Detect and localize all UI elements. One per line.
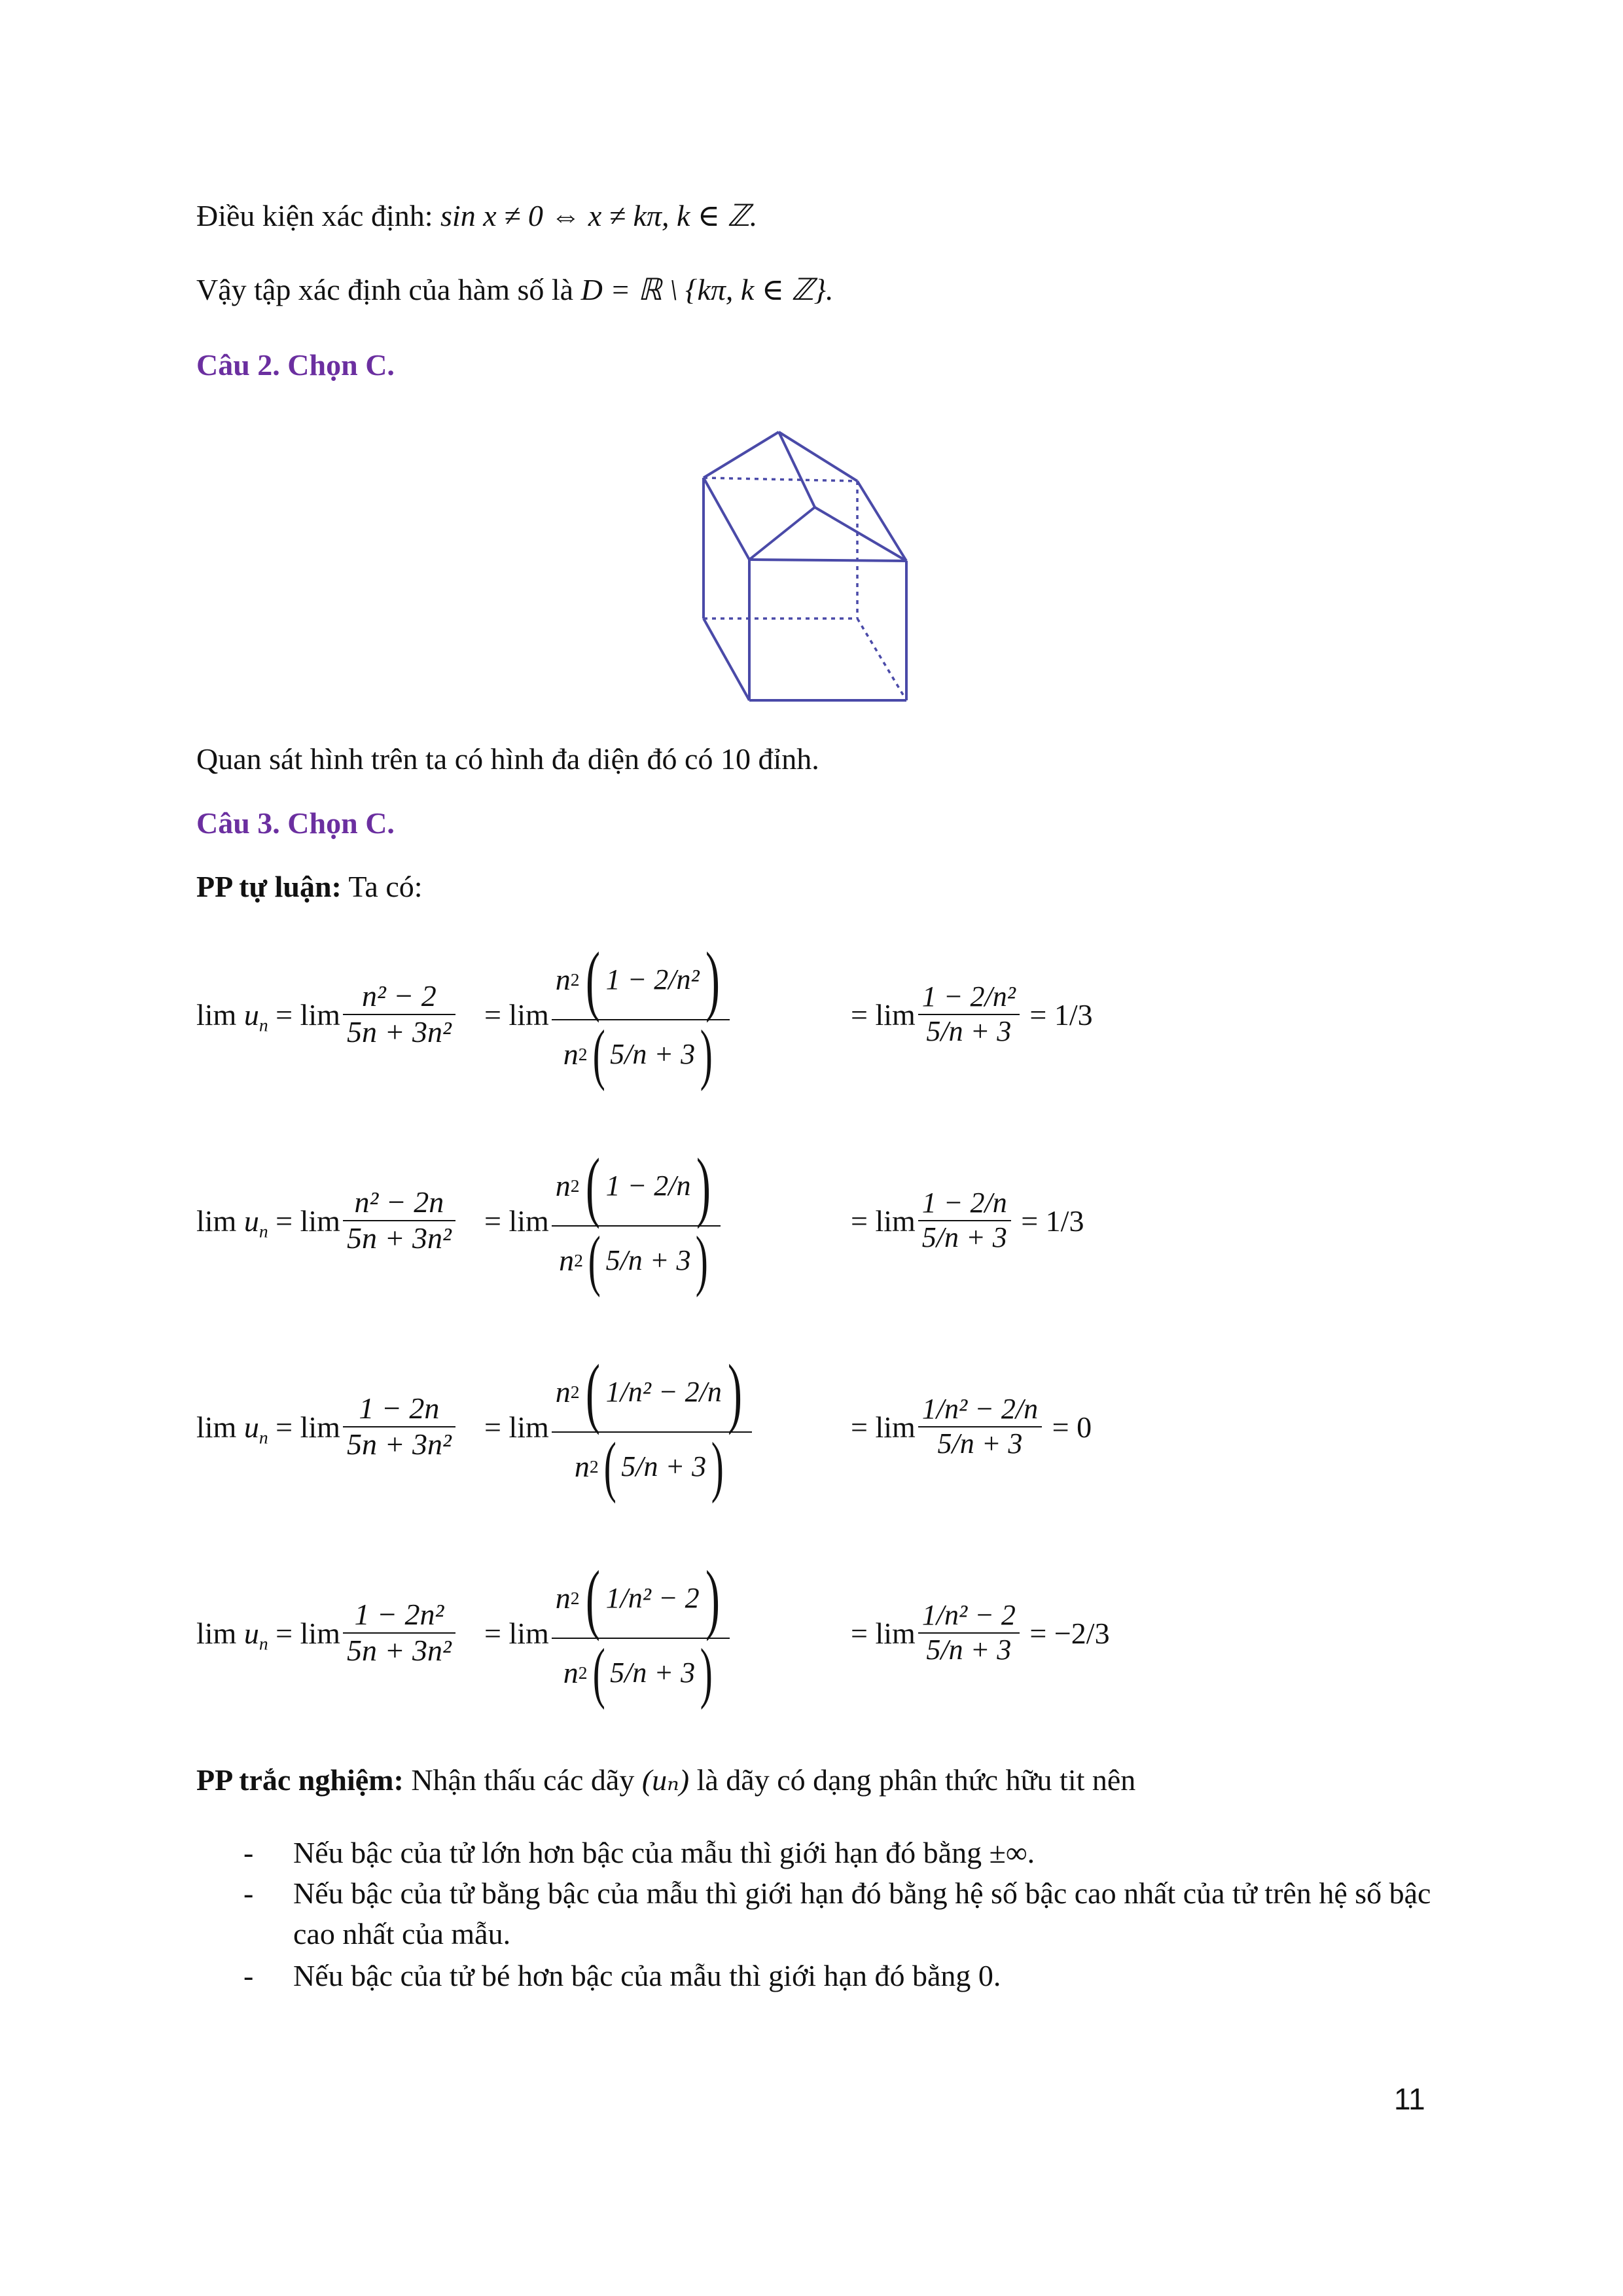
polyhedron-figure — [681, 419, 929, 707]
lim-label: lim — [196, 1410, 237, 1444]
denominator: 5n + 3n² — [346, 1015, 452, 1049]
fraction-simplified — [918, 1187, 1011, 1254]
bullet-marker: - — [243, 1836, 254, 1869]
limit-result: 0 — [1077, 1410, 1092, 1444]
denominator: 5n + 3n² — [346, 1634, 452, 1667]
lim-label: lim — [875, 1204, 916, 1238]
simplified-numerator: 1/n² − 2/n — [921, 1393, 1039, 1426]
fraction-original — [343, 1598, 455, 1668]
mc-method-text-a: Nhận thấu các dãy — [411, 1763, 635, 1797]
factored-numerator: 1 − 2/n² — [605, 963, 700, 996]
lim-label: lim — [300, 1410, 340, 1444]
edge — [704, 619, 749, 700]
simplified-denominator: 5/n + 3 — [937, 1427, 1023, 1460]
lim-label: lim — [875, 1410, 916, 1444]
condition-math: sin x ≠ 0 ⇔ x ≠ kπ, k ∈ ℤ. — [440, 199, 758, 232]
lim-label: lim — [196, 1616, 237, 1650]
numerator: n² − 2n — [354, 1185, 444, 1219]
denominator: 5n + 3n² — [346, 1221, 452, 1255]
bullet-item-1: Nếu bậc của tử lớn hơn bậc của mẫu thì giới hạn đó bằng ±∞. — [293, 1836, 1035, 1869]
fraction-factored: n 2 ( 1 − 2/n² ) n 2 ( 5/n + 3 ) — [552, 941, 730, 1088]
fraction-factored: n 2 ( 1/n² − 2/n ) n 2 ( 5/n + 3 ) — [552, 1353, 752, 1501]
limit-formula-row: lim $u_n$ = lim $\frac{\text{n² − 2n}}{\text{5n + 3n²}}$ = lim n 2 ( 1 − 2/n ) n 2 ( 5/n + 3 ) = lim $\frac{1 - 2/n}{5/n + 3}$ = 1/3 — [196, 1142, 1084, 1298]
limit-result: 1/3 — [1054, 997, 1093, 1031]
simplified-numerator: 1 − 2/n — [921, 1187, 1007, 1219]
hidden-edge — [704, 478, 857, 481]
bullet-item-2: Nếu bậc của tử bằng bậc của mẫu thì giới hạn đó bằng hệ số bậc cao nhất của tử trên hệ số bậc cao nhất của mẫu. — [293, 1876, 1431, 1950]
edge — [857, 481, 906, 561]
domain-label: Vậy tập xác định của hàm số là — [196, 273, 574, 306]
limit-formula-row: lim $u_n$ = lim $\frac{\text{n² − 2}}{\text{5n + 3n²}}$ = lim n 2 ( 1 − 2/n² ) n 2 ( 5/n + 3 ) = lim $\frac{\text{1 − 2/n²}}{5/n + 3}$ = 1/3 — [196, 936, 1093, 1092]
bullet-marker: - — [243, 1876, 254, 1910]
fraction-factored: n 2 ( 1 − 2/n ) n 2 ( 5/n + 3 ) — [552, 1147, 721, 1295]
factored-denominator: 5/n + 3 — [610, 1037, 696, 1070]
fraction-original — [343, 1391, 455, 1462]
domain-condition-line — [196, 196, 757, 236]
fraction-simplified — [918, 980, 1020, 1048]
lim-label: lim — [508, 1410, 549, 1444]
lim-label: lim — [875, 1616, 916, 1650]
limit-result: −2/3 — [1054, 1616, 1110, 1650]
fraction-factored: n 2 ( 1/n² − 2 ) n 2 ( 5/n + 3 ) — [552, 1559, 730, 1707]
limit-result: 1/3 — [1045, 1204, 1084, 1238]
numerator: n² − 2 — [361, 979, 437, 1013]
bullet-item-3: Nếu bậc của tử bé hơn bậc của mẫu thì giới hạn đó bằng 0. — [293, 1959, 1001, 1992]
edge — [704, 478, 749, 560]
factored-denominator: 5/n + 3 — [621, 1450, 707, 1482]
edge — [815, 507, 906, 561]
factored-numerator: 1 − 2/n — [605, 1169, 691, 1202]
simplified-denominator: 5/n + 3 — [926, 1634, 1012, 1666]
simplified-denominator: 5/n + 3 — [921, 1221, 1007, 1253]
mc-method-label: PP trắc nghiệm: — [196, 1763, 404, 1797]
factored-numerator: 1/n² − 2 — [605, 1581, 700, 1614]
edge — [749, 560, 906, 561]
lim-label: lim — [196, 997, 237, 1031]
simplified-denominator: 5/n + 3 — [926, 1015, 1012, 1047]
numerator: 1 − 2n — [359, 1391, 440, 1426]
lim-label: lim — [508, 1616, 549, 1650]
mc-method-line — [196, 1761, 1135, 1800]
simplified-numerator: 1/n² − 2 — [921, 1599, 1016, 1632]
limit-formula-row: lim $u_n$ = lim $\frac{1 - 2n}{\text{5n + 3n²}}$ = lim n 2 ( 1/n² − 2/n ) n 2 ( 5/n + 3 ) = lim $\frac{\text{1/n² − 2/n}}{5/n + 3}$ = 0 — [196, 1348, 1092, 1504]
observation-line: Quan sát hình trên ta có hình đa diện đó có 10 đỉnh. — [196, 742, 819, 776]
edge — [749, 507, 815, 560]
question-2-heading: Câu 2. Chọn C. — [196, 348, 395, 382]
lim-label: lim — [300, 1204, 340, 1238]
fraction-simplified — [918, 1393, 1042, 1460]
lim-label: lim — [508, 1204, 549, 1238]
numerator: 1 − 2n² — [354, 1598, 444, 1632]
domain-result-line — [196, 270, 834, 310]
lim-label: lim — [196, 1204, 237, 1238]
fraction-original — [343, 1185, 455, 1256]
lim-label: lim — [300, 1616, 340, 1650]
hidden-edge — [857, 619, 906, 700]
denominator: 5n + 3n² — [346, 1427, 452, 1461]
essay-method-line — [196, 867, 423, 906]
simplified-numerator: 1 − 2/n² — [921, 980, 1016, 1013]
lim-label: lim — [508, 997, 549, 1031]
factored-denominator: 5/n + 3 — [605, 1244, 691, 1276]
condition-label: Điều kiện xác định: — [196, 199, 433, 232]
page-number: 11 — [1394, 2082, 1425, 2116]
domain-math: D = ℝ \ {kπ, k ∈ ℤ}. — [580, 273, 834, 306]
factored-numerator: 1/n² − 2/n — [605, 1375, 722, 1408]
essay-method-label: PP tự luận: — [196, 870, 342, 903]
bullet-marker: - — [243, 1959, 254, 1992]
lim-label: lim — [875, 997, 916, 1031]
fraction-original — [343, 979, 455, 1050]
limit-formula-row: lim $u_n$ = lim $\frac{\text{1 − 2n²}}{\text{5n + 3n²}}$ = lim n 2 ( 1/n² − 2 ) n 2 ( 5/n + 3 ) = lim $\frac{\text{1/n² − 2}}{5/n + 3}$ = −2/3 — [196, 1554, 1110, 1710]
essay-method-text: Ta có: — [348, 870, 423, 903]
lim-label: lim — [300, 997, 340, 1031]
edge — [704, 432, 779, 478]
fraction-simplified — [918, 1599, 1020, 1666]
factored-denominator: 5/n + 3 — [610, 1656, 696, 1689]
question-3-heading: Câu 3. Chọn C. — [196, 806, 395, 840]
mc-method-sequence: (uₙ) — [641, 1763, 690, 1797]
mc-method-text-b: là dãy có dạng phân thức hữu tit nên — [696, 1763, 1136, 1797]
